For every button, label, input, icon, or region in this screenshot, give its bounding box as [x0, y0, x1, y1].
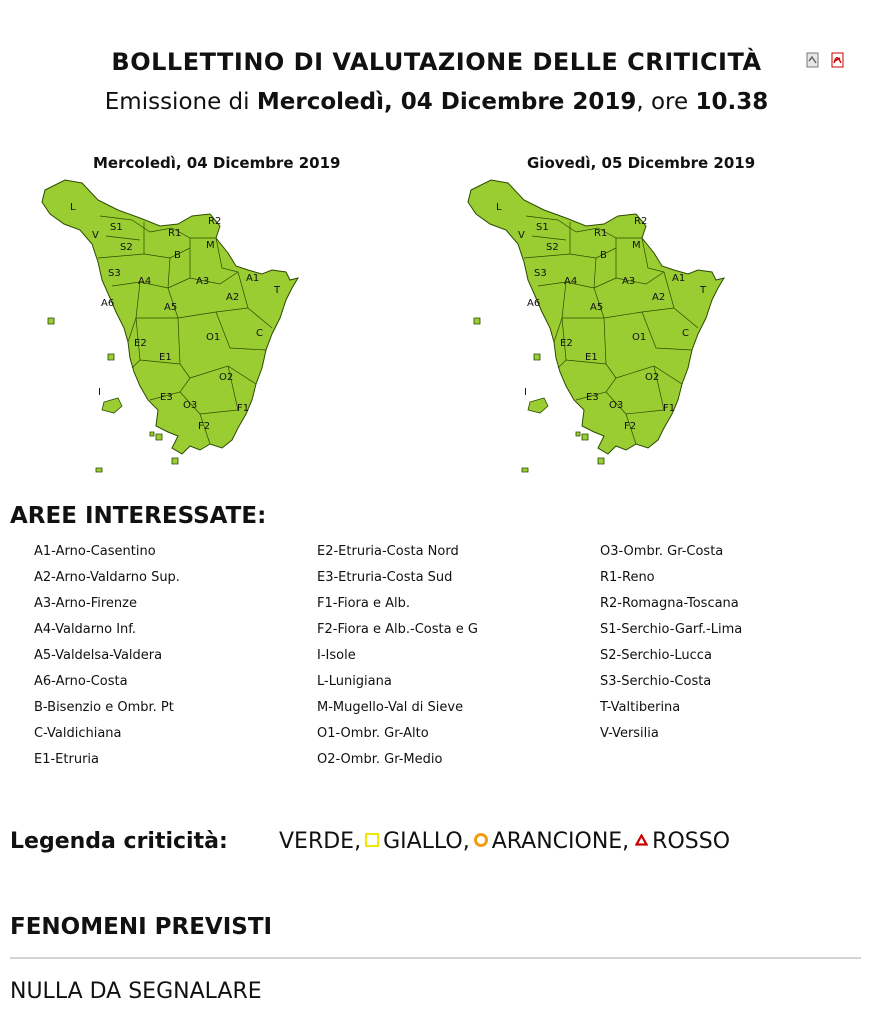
- area-item: A6-Arno-Costa: [34, 674, 128, 689]
- area-item: S2-Serchio-Lucca: [600, 648, 712, 663]
- area-item: A5-Valdelsa-Valdera: [34, 648, 163, 663]
- zone-label: C: [682, 328, 689, 339]
- page-title: BOLLETTINO DI VALUTAZIONE DELLE CRITICITÀ: [111, 48, 762, 76]
- pdf-icon[interactable]: [830, 52, 846, 68]
- area-item: R2-Romagna-Toscana: [600, 596, 739, 611]
- island: [102, 398, 122, 413]
- zone-label: S3: [534, 268, 547, 279]
- zone-label: R2: [208, 216, 222, 227]
- zone-label: L: [496, 202, 502, 213]
- area-item: M-Mugello-Val di Sieve: [317, 700, 464, 715]
- red-triangle-icon: [635, 834, 648, 846]
- zone-label: A2: [652, 292, 666, 303]
- island: [598, 458, 604, 464]
- zone-label: M: [632, 240, 641, 251]
- area-item: E2-Etruria-Costa Nord: [317, 544, 459, 559]
- fenomeni-heading: FENOMENI PREVISTI: [10, 914, 273, 940]
- zone-label: F1: [663, 403, 676, 414]
- map-date-1: Mercoledì, 04 Dicembre 2019: [93, 154, 341, 172]
- area-item: A3-Arno-Firenze: [34, 596, 137, 611]
- zone-label: O2: [219, 372, 234, 383]
- zone-label: A5: [164, 302, 178, 313]
- zone-label: O1: [632, 332, 647, 343]
- yellow-square-icon: [365, 833, 379, 847]
- zone-label: O1: [206, 332, 221, 343]
- zone-label: S2: [546, 242, 559, 253]
- zone-label: V: [92, 230, 99, 241]
- area-item: R1-Reno: [600, 570, 655, 585]
- divider: [10, 957, 861, 959]
- area-item: T-Valtiberina: [600, 700, 681, 715]
- header-icons: [805, 52, 850, 71]
- zone-label: I: [524, 387, 527, 398]
- zone-label: T: [274, 285, 281, 296]
- zone-label: S3: [108, 268, 121, 279]
- area-item: A2-Arno-Valdarno Sup.: [34, 570, 180, 585]
- island: [156, 434, 162, 440]
- area-item: I-Isole: [317, 648, 356, 663]
- zone-label: V: [518, 230, 525, 241]
- zone-label: A6: [101, 298, 115, 309]
- zone-label: S2: [120, 242, 133, 253]
- zone-label: A6: [527, 298, 541, 309]
- emission-line: Emissione di Mercoledì, 04 Dicembre 2019, ore 10.38: [104, 89, 769, 115]
- aree-column-3: [600, 542, 742, 750]
- zone-label: A3: [196, 276, 210, 287]
- area-item: A4-Valdarno Inf.: [34, 622, 137, 637]
- zone-label: F1: [237, 403, 250, 414]
- area-item: O3-Ombr. Gr-Costa: [600, 544, 724, 559]
- legend-items: [279, 829, 730, 854]
- zone-label: S1: [110, 222, 123, 233]
- area-item: O1-Ombr. Gr-Alto: [317, 726, 429, 741]
- legend-label: Legenda criticità:: [10, 829, 228, 854]
- zone-label: O3: [609, 400, 624, 411]
- island: [474, 318, 480, 324]
- zone-label: M: [206, 240, 215, 251]
- island: [96, 468, 102, 472]
- toscana-map-day2: [466, 178, 728, 473]
- zone-label: R1: [168, 228, 182, 239]
- zone-label: E2: [560, 338, 573, 349]
- island: [48, 318, 54, 324]
- island: [172, 458, 178, 464]
- area-item: S3-Serchio-Costa: [600, 674, 712, 689]
- emission-time: 10.38: [695, 89, 769, 115]
- zone-label: A4: [138, 276, 152, 287]
- area-item: O2-Ombr. Gr-Medio: [317, 752, 443, 767]
- zone-label: S1: [536, 222, 549, 233]
- area-item: L-Lunigiana: [317, 674, 392, 689]
- area-item: A1-Arno-Casentino: [34, 544, 156, 559]
- zone-label: A4: [564, 276, 578, 287]
- zone-label: I: [98, 387, 101, 398]
- zone-label: E3: [160, 392, 173, 403]
- island: [522, 468, 528, 472]
- map-date-2: Giovedì, 05 Dicembre 2019: [527, 154, 756, 172]
- zone-label: E1: [159, 352, 172, 363]
- region-outline: [468, 180, 724, 454]
- print-icon[interactable]: [805, 52, 821, 68]
- aree-column-1: [34, 542, 180, 776]
- legend-arancione: ARANCIONE,: [491, 829, 630, 854]
- zone-label: R1: [594, 228, 608, 239]
- zone-label: O3: [183, 400, 198, 411]
- zone-label: T: [700, 285, 707, 296]
- legend-giallo: GIALLO,: [383, 829, 470, 854]
- zone-label: R2: [634, 216, 648, 227]
- area-item: B-Bisenzio e Ombr. Pt: [34, 700, 174, 715]
- region-outline: [42, 180, 298, 454]
- zone-label: E2: [134, 338, 147, 349]
- island: [108, 354, 114, 360]
- orange-circle-icon: [474, 833, 488, 847]
- emission-date: Mercoledì, 04 Dicembre 2019: [256, 89, 637, 115]
- area-item: E1-Etruria: [34, 752, 99, 767]
- island: [582, 434, 588, 440]
- zone-label: A1: [672, 273, 686, 284]
- zone-label: A1: [246, 273, 260, 284]
- island: [576, 432, 580, 436]
- zone-label: A5: [590, 302, 604, 313]
- zone-label: O2: [645, 372, 660, 383]
- zone-label: A2: [226, 292, 240, 303]
- zone-label: L: [70, 202, 76, 213]
- zone-label: A3: [622, 276, 636, 287]
- island: [528, 398, 548, 413]
- aree-heading: AREE INTERESSATE:: [10, 503, 267, 529]
- area-item: V-Versilia: [600, 726, 659, 741]
- zone-label: F2: [624, 421, 637, 432]
- area-item: F2-Fiora e Alb.-Costa e G: [317, 622, 478, 637]
- area-item: F1-Fiora e Alb.: [317, 596, 410, 611]
- legend-verde: VERDE,: [279, 829, 362, 854]
- zone-label: E3: [586, 392, 599, 403]
- zone-label: C: [256, 328, 263, 339]
- toscana-map-day1: [40, 178, 302, 473]
- legend-rosso: ROSSO: [652, 829, 731, 854]
- aree-column-2: [317, 542, 478, 776]
- area-item: S1-Serchio-Garf.-Lima: [600, 622, 743, 637]
- zone-label: F2: [198, 421, 211, 432]
- area-item: C-Valdichiana: [34, 726, 122, 741]
- fenomeni-text: NULLA DA SEGNALARE: [10, 979, 262, 1004]
- zone-label: B: [174, 250, 181, 261]
- zone-label: B: [600, 250, 607, 261]
- island: [150, 432, 154, 436]
- zone-label: E1: [585, 352, 598, 363]
- island: [534, 354, 540, 360]
- area-item: E3-Etruria-Costa Sud: [317, 570, 453, 585]
